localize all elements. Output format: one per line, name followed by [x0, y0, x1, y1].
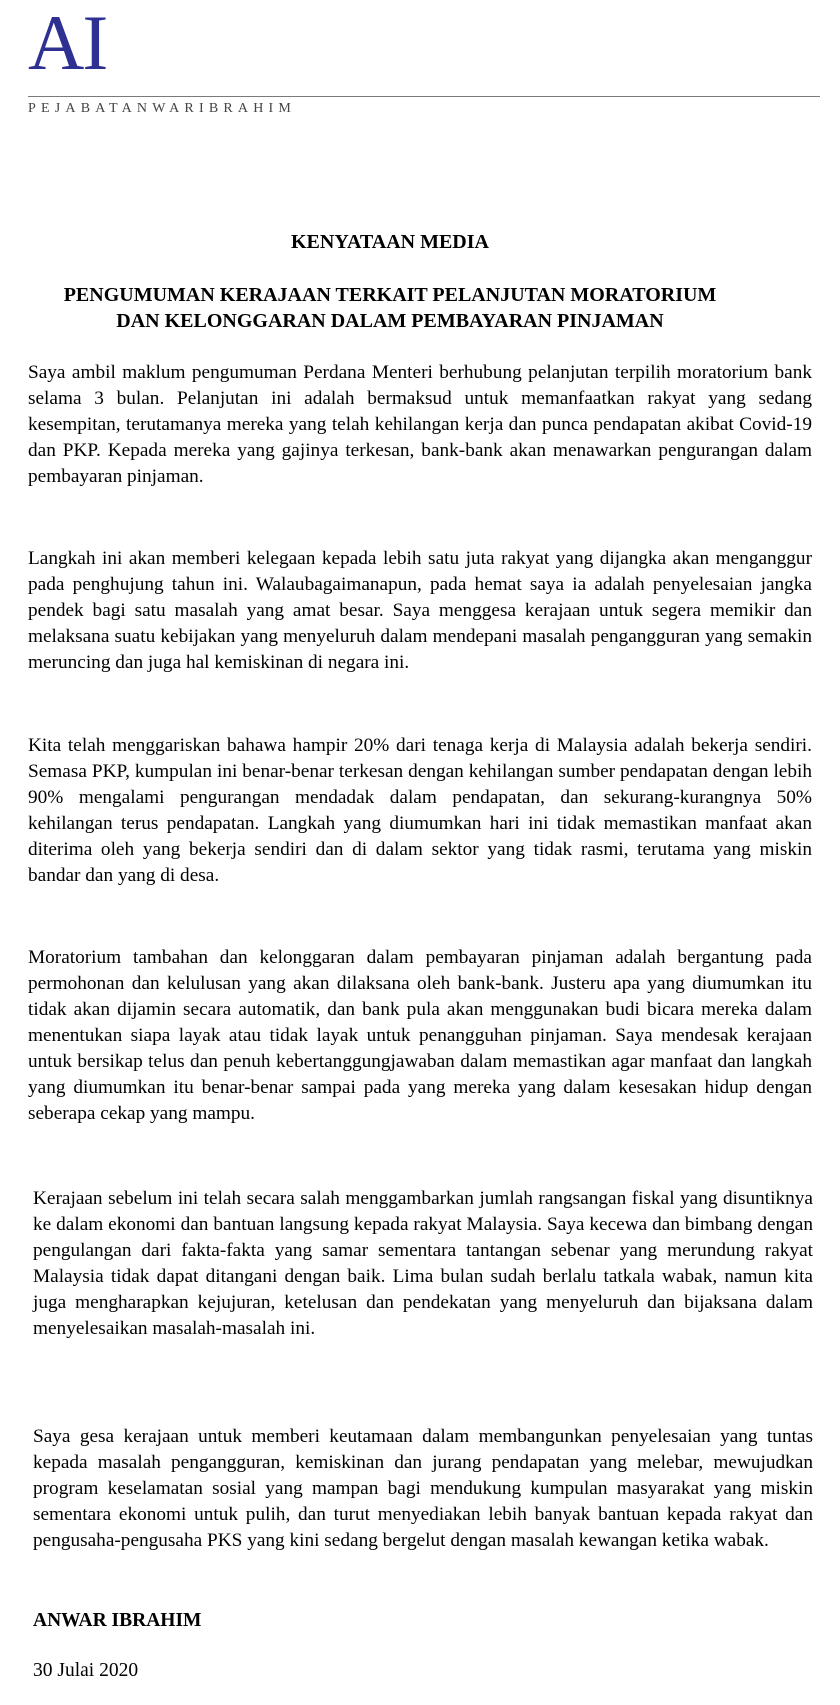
paragraph-2: Langkah ini akan memberi kelegaan kepada lebih satu juta rakyat yang dijangka akan menganggur pada penghujung tahun ini. Walaubagaimanapun, pada hemat saya ia adalah penyelesaian jangka pendek bagi satu masalah yang amat besar. Saya menggesa kerajaan untuk segera memikir dan melaksana suatu kebijakan yang menyeluruh dalam mendepani masalah pengangguran yang semakin meruncing dan juga hal kemiskinan di negara ini.	[28, 548, 812, 673]
signature-name: ANWAR IBRAHIM	[33, 1610, 202, 1631]
document-subtitle-line2: DAN KELONGGARAN DALAM PEMBAYARAN PINJAMAN	[116, 310, 664, 332]
document-date: 30 Julai 2020	[33, 1660, 139, 1681]
document-title: KENYATAAN MEDIA	[291, 231, 489, 253]
paragraph-5: Kerajaan sebelum ini telah secara salah menggambarkan jumlah rangsangan fiskal yang disuntiknya ke dalam ekonomi dan bantuan langsung kepada rakyat Malaysia. Saya kecewa dan bimbang dengan pengulangan dari fakta-fakta yang samar sementara tantangan sebenar yang merundung rakyat Malaysia tidak dapat ditangani dengan baik. Lima bulan sudah berlalu tatkala wabak, namun kita juga mengharapkan kejujuran, ketelusan dan pendekatan yang menyeluruh dan bijaksana dalam menyelesaikan masalah-masalah ini.	[33, 1188, 813, 1339]
office-name: PEJABATANWARIBRAHIM	[28, 101, 297, 116]
paragraph-6: Saya gesa kerajaan untuk memberi keutamaan dalam membangunkan penyelesaian yang tuntas kepada masalah pengangguran, kemiskinan dan jurang pendapatan yang melebar, mewujudkan program keselamatan sosial yang mampan bagi mendukung kumpulan masyarakat yang miskin sementara ekonomi untuk pulih, dan turut menyediakan lebih banyak bantuan kepada rakyat dan pengusaha-pengusaha PKS yang kini sedang bergelut dengan masalah kewangan ketika wabak.	[33, 1426, 813, 1551]
paragraph-4: Moratorium tambahan dan kelonggaran dalam pembayaran pinjaman adalah bergantung pada permohonan dan kelulusan yang akan dilaksana oleh bank-bank. Justeru apa yang diumumkan itu tidak akan dijamin secara automatik, dan bank pula akan menggunakan budi bicara mereka dalam menentukan siapa layak atau tidak layak untuk penangguhan pinjaman. Saya mendesak kerajaan untuk bersikap telus dan penuh kebertanggungjawaban dalam memastikan agar manfaat dan langkah yang diumumkan itu benar-benar sampai pada yang mereka yang dalam kesesakan hidup dengan seberapa cekap yang mampu.	[28, 947, 812, 1124]
header-divider	[28, 96, 820, 97]
document-subtitle-line1: PENGUMUMAN KERAJAAN TERKAIT PELANJUTAN MORATORIUM	[63, 284, 717, 306]
logo: AI	[28, 0, 107, 86]
paragraph-1: Saya ambil maklum pengumuman Perdana Menteri berhubung pelanjutan terpilih moratorium bank selama 3 bulan. Pelanjutan ini adalah bermaksud untuk memanfaatkan rakyat yang sedang kesempitan, terutamanya mereka yang telah kehilangan kerja dan punca pendapatan akibat Covid-19 dan PKP. Kepada mereka yang gajinya terkesan, bank-bank akan menawarkan pengurangan dalam pembayaran pinjaman.	[28, 362, 812, 487]
paragraph-3: Kita telah menggariskan bahawa hampir 20% dari tenaga kerja di Malaysia adalah bekerja sendiri. Semasa PKP, kumpulan ini benar-benar terkesan dengan kehilangan sumber pendapatan dengan lebih 90% mengalami pengurangan mendadak dalam pendapatan, dan sekurang-kurangnya 50% kehilangan terus pendapatan. Langkah yang diumumkan hari ini tidak memastikan manfaat akan diterima oleh yang bekerja sendiri dan di dalam sektor yang tidak rasmi, terutama yang miskin bandar dan yang di desa.	[28, 735, 812, 886]
